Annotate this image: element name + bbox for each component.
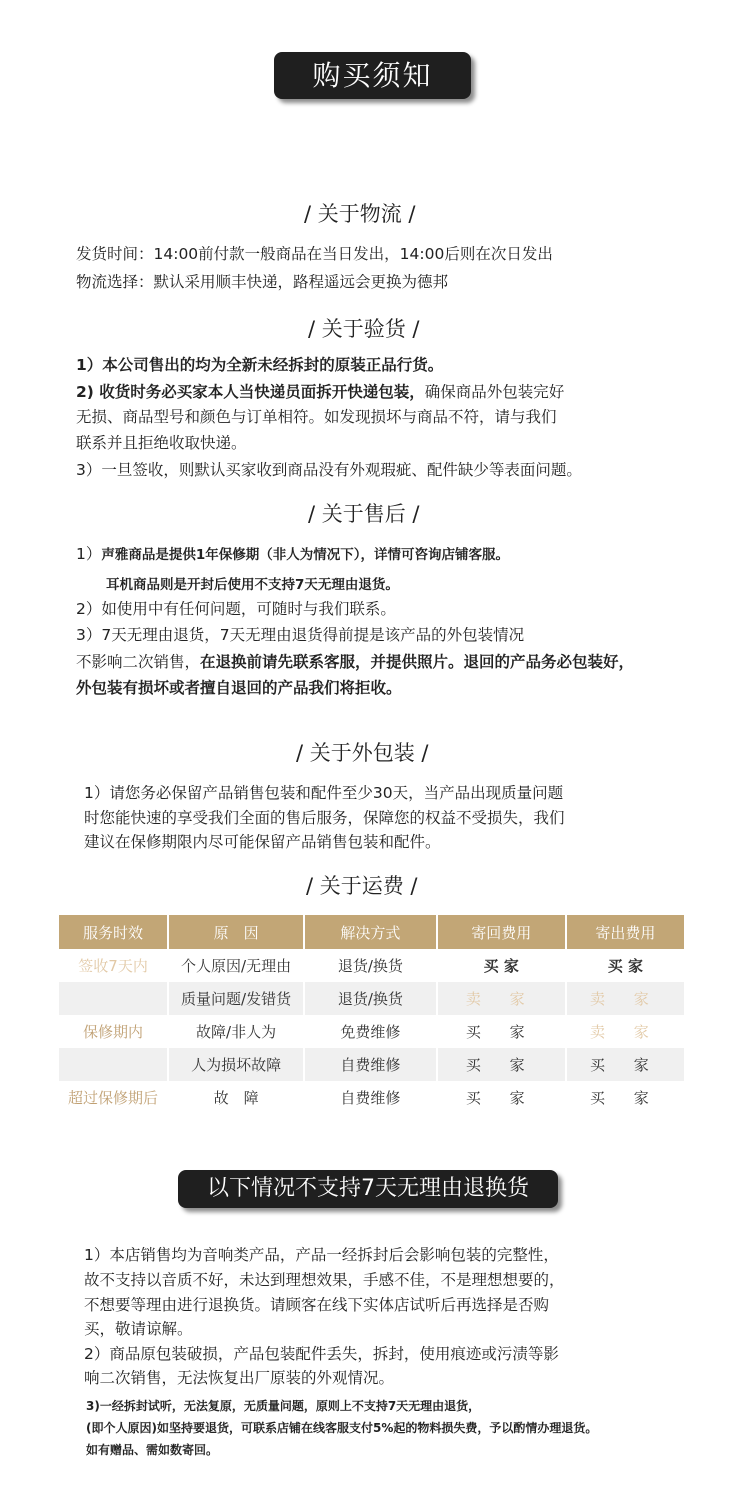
aftersales-line: 耳机商品则是开封后使用不支持7天无理由退货。 bbox=[106, 577, 399, 593]
inspection-line: 3）一旦签收，则默认买家收到商品没有外观瑕疵、配件缺少等表面问题。 bbox=[76, 461, 582, 479]
inspection-line: 联系并且拒绝收取快递。 bbox=[76, 434, 247, 452]
table-header-cell: 服务时效 bbox=[59, 915, 167, 949]
table-cell: 买 家 bbox=[438, 1048, 565, 1081]
aftersales-line: 不影响二次销售，在退换前请先联系客服，并提供照片。退回的产品务必包装好， bbox=[76, 653, 635, 671]
inspection-line: 无损、商品型号和颜色与订单相符。如发现损坏与商品不符，请与我们 bbox=[76, 408, 557, 426]
table-cell: 自费维修 bbox=[305, 1081, 436, 1114]
table-cell: 自费维修 bbox=[305, 1048, 436, 1081]
table-header-row bbox=[59, 915, 684, 949]
table-header-cell: 寄出费用 bbox=[567, 915, 684, 949]
aftersales-line: 2）如使用中有任何问题，可随时与我们联系。 bbox=[76, 600, 396, 618]
no-return-line: 故不支持以音质不好，未达到理想效果，手感不佳，不是理想想要的， bbox=[84, 1271, 565, 1289]
inspection-line: 1）本公司售出的均为全新未经拆封的原装正品行货。 bbox=[76, 356, 444, 374]
no-return-line: 2）商品原包装破损，产品包装配件丢失，拆封，使用痕迹或污渍等影 bbox=[84, 1345, 559, 1363]
table-cell: 签收7天内 bbox=[59, 949, 167, 982]
no-return-line: (即个人原因)如坚持要退货，可联系店铺在线客服支付5%起的物料损失费，予以酌情办理退货。 bbox=[86, 1421, 598, 1435]
table-cell: 卖 家 bbox=[438, 982, 565, 1015]
table-cell: 退货/换货 bbox=[305, 982, 436, 1015]
table-cell bbox=[59, 1048, 167, 1081]
table-cell: 保修期内 bbox=[59, 1015, 167, 1048]
aftersales-line: 外包装有损坏或者擅自退回的产品我们将拒收。 bbox=[76, 679, 402, 697]
table-cell: 买 家 bbox=[438, 1015, 565, 1048]
table-row bbox=[59, 1048, 684, 1081]
table-row bbox=[59, 1081, 684, 1114]
no-return-banner bbox=[178, 1170, 558, 1208]
no-return-line: 3)一经拆封试听，无法复原，无质量问题，原则上不支持7天无理由退货， bbox=[86, 1399, 481, 1413]
table-cell: 超过保修期后 bbox=[59, 1081, 167, 1114]
table-cell: 退货/换货 bbox=[305, 949, 436, 982]
table-row bbox=[59, 982, 684, 1015]
table-cell: 人为损坏故障 bbox=[169, 1048, 303, 1081]
table-header-cell: 解决方式 bbox=[305, 915, 436, 949]
no-return-line: 买，敬请谅解。 bbox=[84, 1320, 193, 1338]
inspection-line: 2) 收货时务必买家本人当快递员面拆开快递包装，确保商品外包装完好 bbox=[76, 383, 565, 401]
aftersales-line: 1）声雅商品是提供1年保修期（非人为情况下），详情可咨询店铺客服。 bbox=[76, 545, 510, 563]
no-return-line: 响二次销售，无法恢复出厂原装的外观情况。 bbox=[84, 1369, 395, 1387]
table-cell: 故障/非人为 bbox=[169, 1015, 303, 1048]
table-cell: 卖 家 bbox=[567, 982, 684, 1015]
page-title-banner bbox=[274, 52, 471, 99]
logistics-line: 发货时间：14:00前付款一般商品在当日发出，14:00后则在次日发出 bbox=[76, 245, 553, 263]
section-title-shipping: / 关于运费 / bbox=[306, 874, 418, 898]
table-cell: 买 家 bbox=[567, 949, 684, 982]
table-cell: 免费维修 bbox=[305, 1015, 436, 1048]
section-title-inspection: / 关于验货 / bbox=[308, 317, 420, 341]
section-title-aftersales: / 关于售后 / bbox=[308, 502, 420, 526]
no-return-title: 以下情况不支持7天无理由退换货 bbox=[207, 1176, 529, 1201]
shipping-fee-table bbox=[57, 915, 686, 1114]
table-row bbox=[59, 1015, 684, 1048]
table-row bbox=[59, 949, 684, 982]
section-title-logistics: / 关于物流 / bbox=[304, 202, 416, 226]
packaging-line: 建议在保修期限内尽可能保留产品销售包装和配件。 bbox=[84, 833, 441, 851]
no-return-line: 不想要等理由进行退换货。请顾客在线下实体店试听后再选择是否购 bbox=[84, 1296, 550, 1314]
no-return-line: 如有赠品、需如数寄回。 bbox=[86, 1443, 219, 1457]
table-cell: 个人原因/无理由 bbox=[169, 949, 303, 982]
page-title: 购买须知 bbox=[312, 59, 433, 92]
table-cell: 故 障 bbox=[169, 1081, 303, 1114]
table-cell: 卖 家 bbox=[567, 1015, 684, 1048]
table-cell bbox=[59, 982, 167, 1015]
packaging-line: 1）请您务必保留产品销售包装和配件至少30天，当产品出现质量问题 bbox=[84, 784, 564, 802]
table-cell: 质量问题/发错货 bbox=[169, 982, 303, 1015]
logistics-line: 物流选择：默认采用顺丰快递，路程遥远会更换为德邦 bbox=[76, 273, 449, 291]
table-cell: 买 家 bbox=[438, 1081, 565, 1114]
table-cell: 买 家 bbox=[438, 949, 565, 982]
no-return-line: 1）本店销售均为音响类产品，产品一经拆封后会影响包装的完整性， bbox=[84, 1246, 559, 1264]
table-cell: 买 家 bbox=[567, 1048, 684, 1081]
table-header-cell: 寄回费用 bbox=[438, 915, 565, 949]
table-header-cell: 原 因 bbox=[169, 915, 303, 949]
aftersales-line: 3）7天无理由退货，7天无理由退货得前提是该产品的外包装情况 bbox=[76, 626, 525, 644]
packaging-line: 时您能快速的享受我们全面的售后服务，保障您的权益不受损失，我们 bbox=[84, 809, 565, 827]
table-cell: 买 家 bbox=[567, 1081, 684, 1114]
section-title-packaging: / 关于外包装 / bbox=[296, 741, 429, 765]
